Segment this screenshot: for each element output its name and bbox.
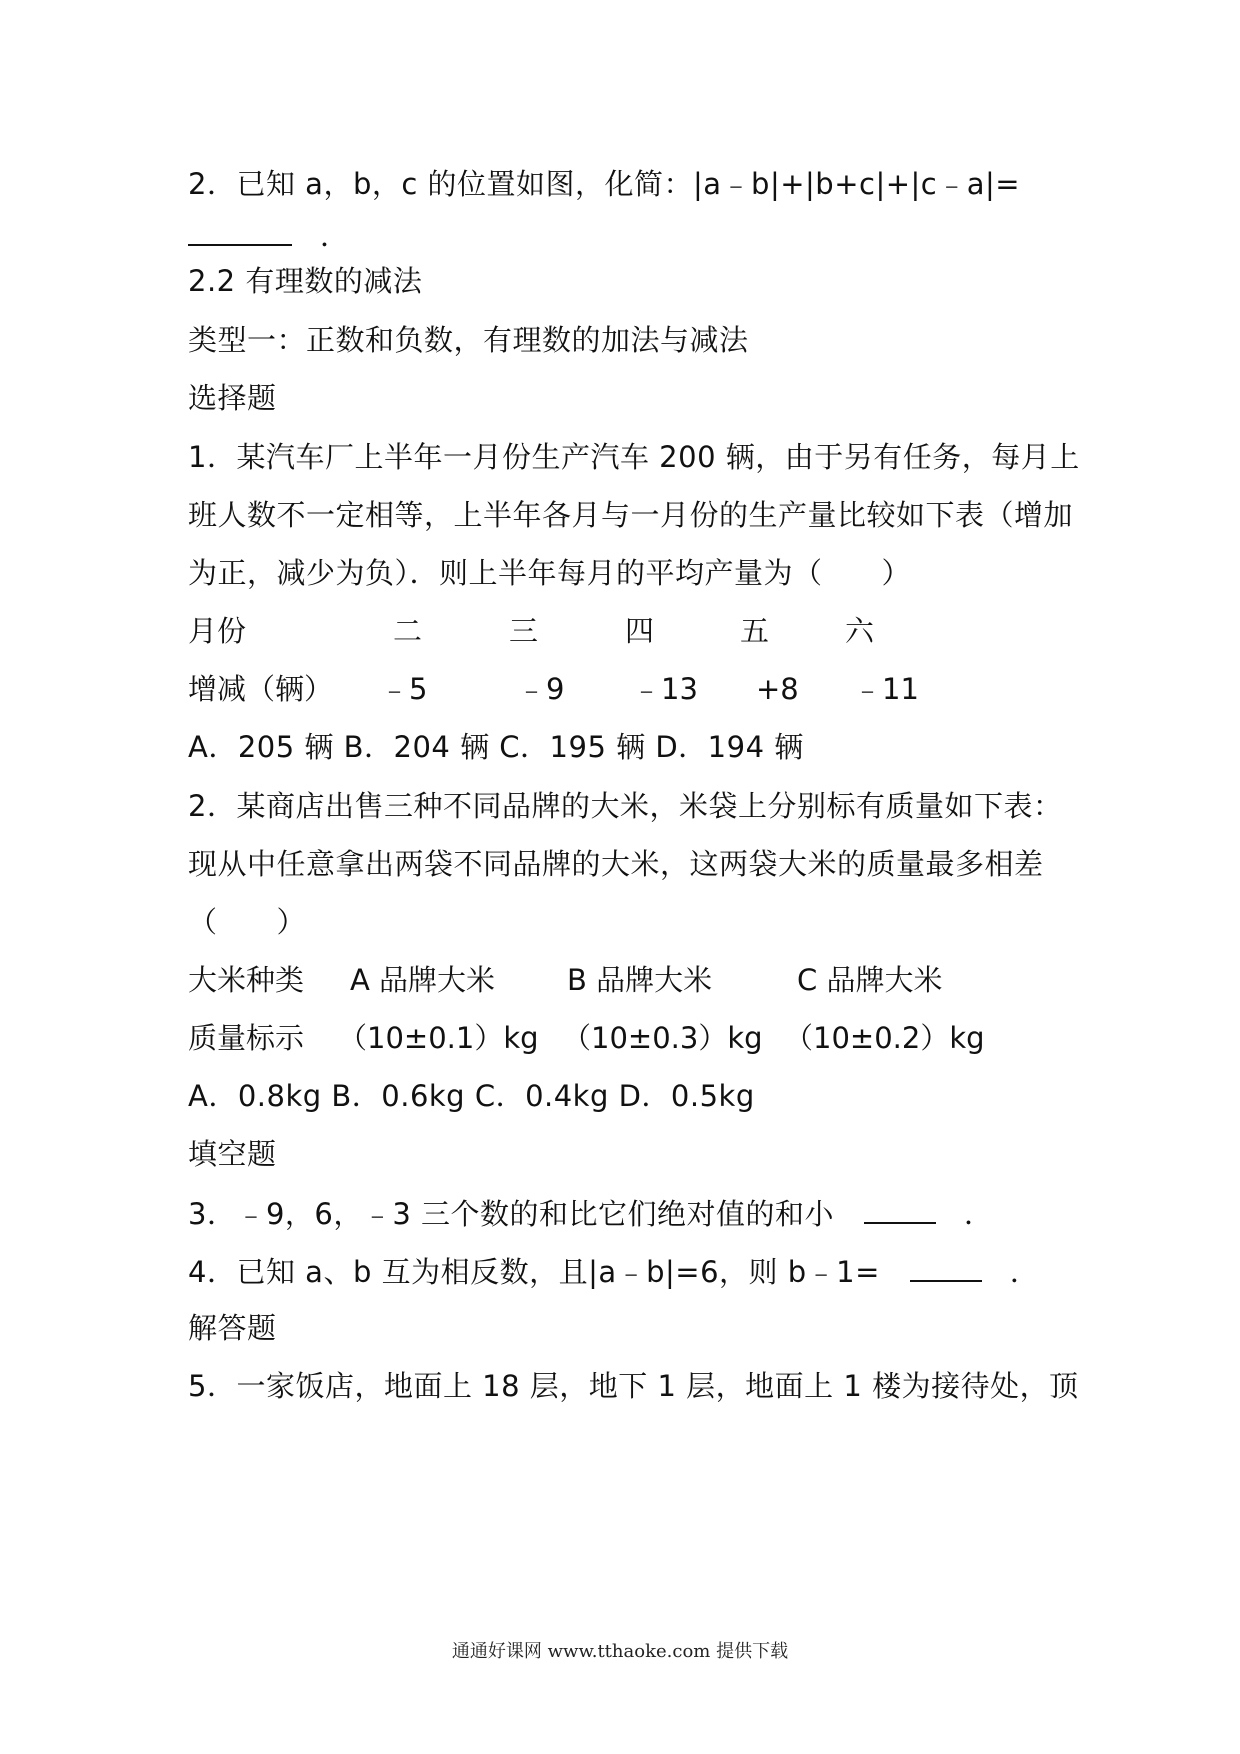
table-cell: ﹣11 bbox=[853, 672, 919, 706]
table-cell: ﹣13 bbox=[632, 672, 698, 706]
question-2-options: A．0.8kg B．0.6kg C．0.4kg D．0.5kg bbox=[188, 1079, 755, 1113]
table-cell: （10±0.2）kg bbox=[784, 1021, 985, 1055]
table-cell: ﹣5 bbox=[380, 672, 428, 706]
question-4 bbox=[188, 1250, 1039, 1292]
choice-heading: 选择题 bbox=[188, 381, 277, 415]
question-1-options: A．205 辆 B．204 辆 C．195 辆 D．194 辆 bbox=[188, 730, 804, 764]
table-cell: B 品牌大米 bbox=[567, 963, 713, 997]
question-3 bbox=[188, 1192, 994, 1234]
question-5-line1: 5．一家饭店，地面上 18 层，地下 1 层，地面上 1 楼为接待处，顶 bbox=[188, 1369, 1079, 1403]
question-1-line2: 班人数不一定相等，上半年各月与一月份的生产量比较如下表（增加 bbox=[188, 498, 1074, 532]
period: ． bbox=[1009, 1255, 1040, 1289]
table-cell: 四 bbox=[625, 614, 655, 648]
period: ． bbox=[320, 219, 350, 253]
table-cell: 三 bbox=[509, 614, 539, 648]
answer-heading: 解答题 bbox=[188, 1311, 277, 1345]
table-cell: （10±0.3）kg bbox=[562, 1021, 763, 1055]
answer-blank bbox=[910, 1250, 982, 1282]
table-cell: ﹣9 bbox=[517, 672, 565, 706]
prev-question-2-line2 bbox=[188, 214, 350, 256]
table-row-label: 月份 bbox=[188, 614, 247, 648]
question-2-line1: 2．某商店出售三种不同品牌的大米，米袋上分别标有质量如下表： bbox=[188, 789, 1063, 823]
table-cell: A 品牌大米 bbox=[350, 963, 496, 997]
question-2-line2: 现从中任意拿出两袋不同品牌的大米，这两袋大米的质量最多相差 bbox=[188, 847, 1044, 881]
period: ． bbox=[964, 1197, 994, 1231]
table-row-label: 质量标示 bbox=[188, 1021, 305, 1055]
prev-question-2-line1: 2．已知 a，b，c 的位置如图，化简：|a﹣b|+|b+c|+|c﹣a|= bbox=[188, 167, 1021, 201]
table-cell: +8 bbox=[756, 672, 799, 706]
type-title: 类型一：正数和负数，有理数的加法与减法 bbox=[188, 323, 749, 357]
question-4-text: 4．已知 a、b 互为相反数，且|a﹣b|=6，则 b﹣1= bbox=[188, 1255, 880, 1289]
question-1-line3: 为正，减少为负）．则上半年每月的平均产量为（ ） bbox=[188, 556, 912, 590]
table-cell: 六 bbox=[845, 614, 875, 648]
question-2-line3: （ ） bbox=[188, 905, 307, 939]
table-cell: （10±0.1）kg bbox=[338, 1021, 539, 1055]
question-3-text: 3．﹣9，6，﹣3 三个数的和比它们绝对值的和小 bbox=[188, 1197, 835, 1231]
answer-blank bbox=[864, 1192, 936, 1224]
answer-blank bbox=[188, 214, 292, 246]
table-cell: 五 bbox=[740, 614, 770, 648]
table-row-label: 大米种类 bbox=[188, 963, 305, 997]
section-title: 2.2 有理数的减法 bbox=[188, 264, 423, 298]
question-1-line1: 1．某汽车厂上半年一月份生产汽车 200 辆，由于另有任务，每月上 bbox=[188, 440, 1080, 474]
footer-source-text: 通通好课网 www.tthaoke.com 提供下载 bbox=[451, 1641, 789, 1662]
table-cell: C 品牌大米 bbox=[797, 963, 943, 997]
table-row-label: 增减（辆） bbox=[188, 672, 334, 706]
fill-heading: 填空题 bbox=[188, 1137, 277, 1171]
table-cell: 二 bbox=[393, 614, 423, 648]
